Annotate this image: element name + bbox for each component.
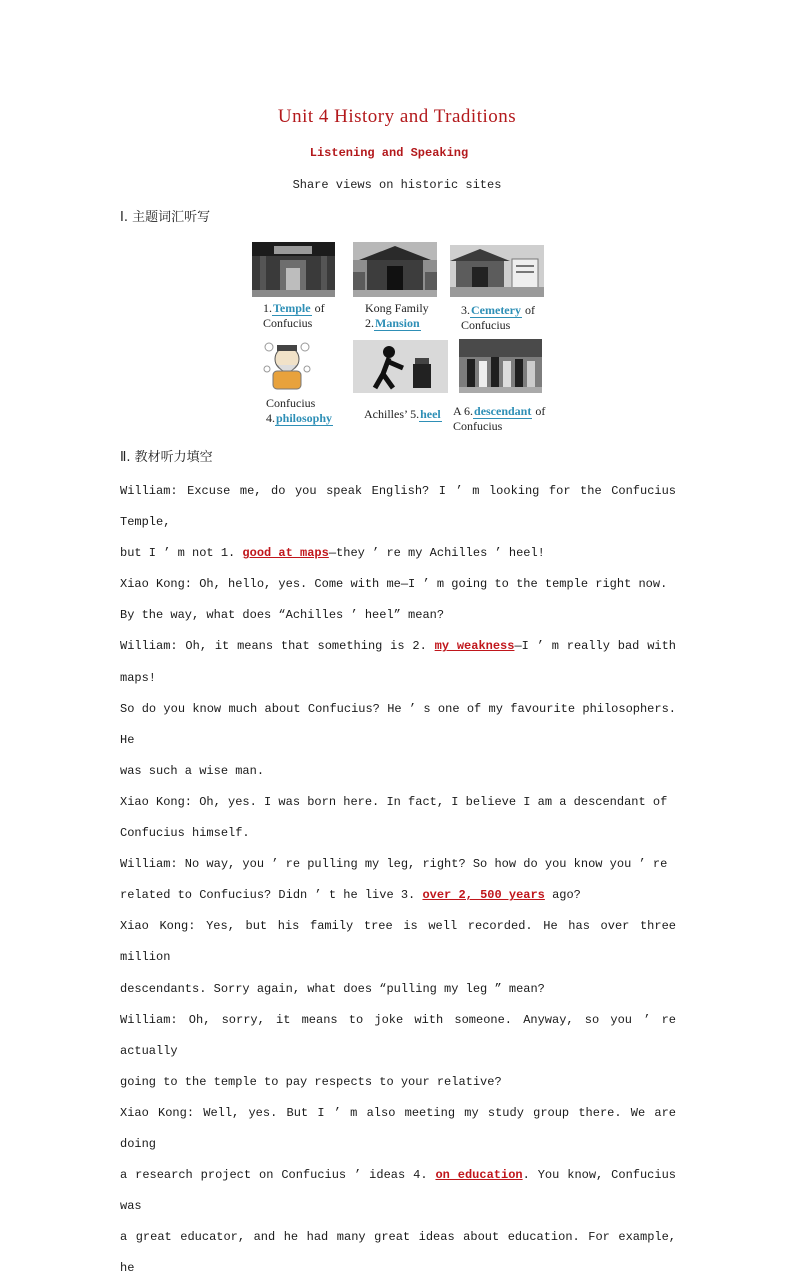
listening-heading: Ⅱ. 教材听力填空 (120, 450, 213, 465)
vocab-item-6: A 6.descendant of Confucius (453, 404, 546, 433)
confucius-cartoon (263, 339, 311, 391)
vocab-item-1: 1.Temple of Confucius (263, 301, 325, 330)
vocab-item-3: 3.Cemetery of Confucius (461, 303, 535, 332)
dialog-line: a research project on Confucius ’ ideas 4. on education. You know, Confucius was (120, 1168, 676, 1214)
dialog-line: By the way, what does “Achilles ’ heel” mean? (120, 608, 445, 623)
vocab-item-5: Achilles’ 5.heel (364, 407, 441, 421)
dialog-line: related to Confucius? Didn ’ t he live 3. over 2, 500 years ago? (120, 888, 581, 903)
dialog-text (120, 476, 676, 1284)
temple-photo (252, 242, 335, 297)
mansion-photo (353, 242, 437, 297)
blank-3: over 2, 500 years (422, 888, 545, 903)
page-subtitle: Listening and Speaking (309, 146, 469, 160)
vocab-answer-2: Mansion (375, 316, 420, 330)
dialog-line: So do you know much about Confucius? He ’ s one of my favourite philosophers. He (120, 701, 676, 747)
dialog-line: descendants. Sorry again, what does “pulling my leg ” mean? (120, 981, 545, 996)
dialog-line: a great educator, and he had many great ideas about education. For example, he (120, 1230, 676, 1276)
blank-4: on education (435, 1168, 523, 1183)
dialog-line: William: Oh, it means that something is 2. my weakness—I ’ m really bad with maps! (120, 639, 676, 685)
dialog-line: Xiao Kong: Oh, hello, yes. Come with me—I ’ m going to the temple right now. (120, 577, 668, 592)
vocab-item-2: Kong Family 2.Mansion (365, 301, 429, 330)
dialog-line: Xiao Kong: Yes, but his family tree is well recorded. He has over three million (120, 919, 676, 965)
blank-2: my weakness (434, 639, 515, 654)
cemetery-photo (450, 245, 544, 297)
vocab-answer-3: Cemetery (471, 303, 521, 317)
blank-1: good at maps (242, 546, 329, 561)
dialog-line: going to the temple to pay respects to your relative? (120, 1074, 502, 1089)
dialog-line: but I ’ m not 1. good at maps—they ’ re my Achilles ’ heel! (120, 546, 545, 561)
vocab-item-4: Confucius 4.philosophy (266, 396, 333, 425)
dialog-line: William: No way, you ’ re pulling my leg, right? So how do you know you ’ re (120, 857, 668, 872)
dialog-line: Xiao Kong: Well, yes. But I ’ m also meeting my study group there. We are doing (120, 1105, 676, 1151)
vocab-answer-1: Temple (273, 301, 311, 315)
topic-line: Share views on historic sites (292, 178, 502, 192)
dialog-line: Confucius himself. (120, 826, 250, 841)
descendants-photo (459, 339, 542, 393)
dialog-line: was such a wise man. (120, 763, 265, 778)
dialog-line: William: Excuse me, do you speak English? I ’ m looking for the Confucius Temple, (120, 484, 676, 530)
page-title: Unit 4 History and Traditions (277, 106, 517, 127)
achilles-photo (353, 340, 448, 393)
vocab-answer-6: descendant (474, 404, 532, 418)
dialog-line: Xiao Kong: Oh, yes. I was born here. In fact, I believe I am a descendant of (120, 794, 668, 809)
vocab-heading: Ⅰ. 主题词汇听写 (120, 210, 211, 225)
vocab-answer-4: philosophy (276, 411, 333, 425)
vocab-answer-5: heel (420, 407, 441, 421)
dialog-line: William: Oh, sorry, it means to joke with someone. Anyway, so you ’ re actually (120, 1012, 676, 1058)
